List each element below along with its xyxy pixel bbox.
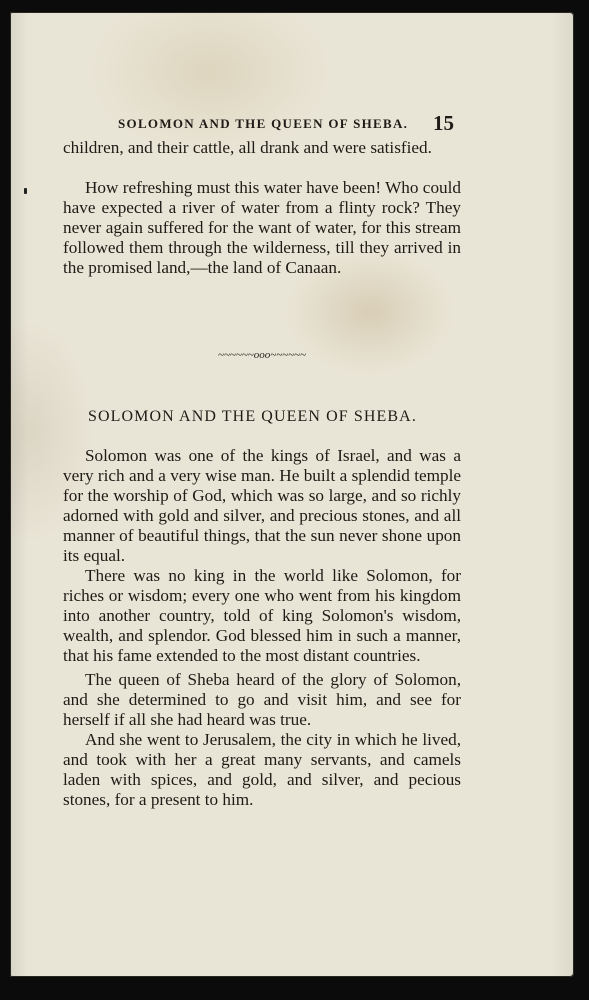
book-page <box>10 12 574 977</box>
paragraph-refreshing-water: How refreshing must this water have been! Who could have expected a river of water from a flinty rock? They never again suffered for the want of water, for this stream followed them through the wilderness, till they arrived in the promised land,—the land of Canaan. <box>63 178 461 277</box>
divider-text: ~~~~~~ooo~~~~~~ <box>218 349 306 361</box>
paragraph-continuation: children, and their cattle, all drank and were satisfied. <box>63 138 432 157</box>
story-title: SOLOMON AND THE QUEEN OF SHEBA. <box>88 408 417 425</box>
paragraph-jerusalem: And she went to Jerusalem, the city in which he lived, and took with her a great many servants, and camels laden with spices, and gold, and silver, and pecious stones, for a present to him. <box>63 730 461 809</box>
margin-mark <box>24 188 27 194</box>
ornamental-divider <box>182 348 342 362</box>
paragraph-queen-heard: The queen of Sheba heard of the glory of Solomon, and she determined to go and visit him, and see for herself if all she had heard was true. <box>63 670 461 729</box>
running-header: SOLOMON AND THE QUEEN OF SHEBA. <box>118 116 409 131</box>
page-number: 15 <box>433 111 454 135</box>
paragraph-no-king-like: There was no king in the world like Solomon, for riches or wisdom; every one who went from his kingdom into another country, told of king Solomon's wisdom, wealth, and splendor. God blessed him in such a manner, that his fame extended to the most distant countries. <box>63 566 461 665</box>
paragraph-solomon-intro: Solomon was one of the kings of Israel, and was a very rich and a very wise man. He built a splendid temple for the worship of God, which was so large, and so richly adorned with gold and silver, and precious stones, and all manner of beautiful things, that the sun never shone upon its equal. <box>63 446 461 565</box>
